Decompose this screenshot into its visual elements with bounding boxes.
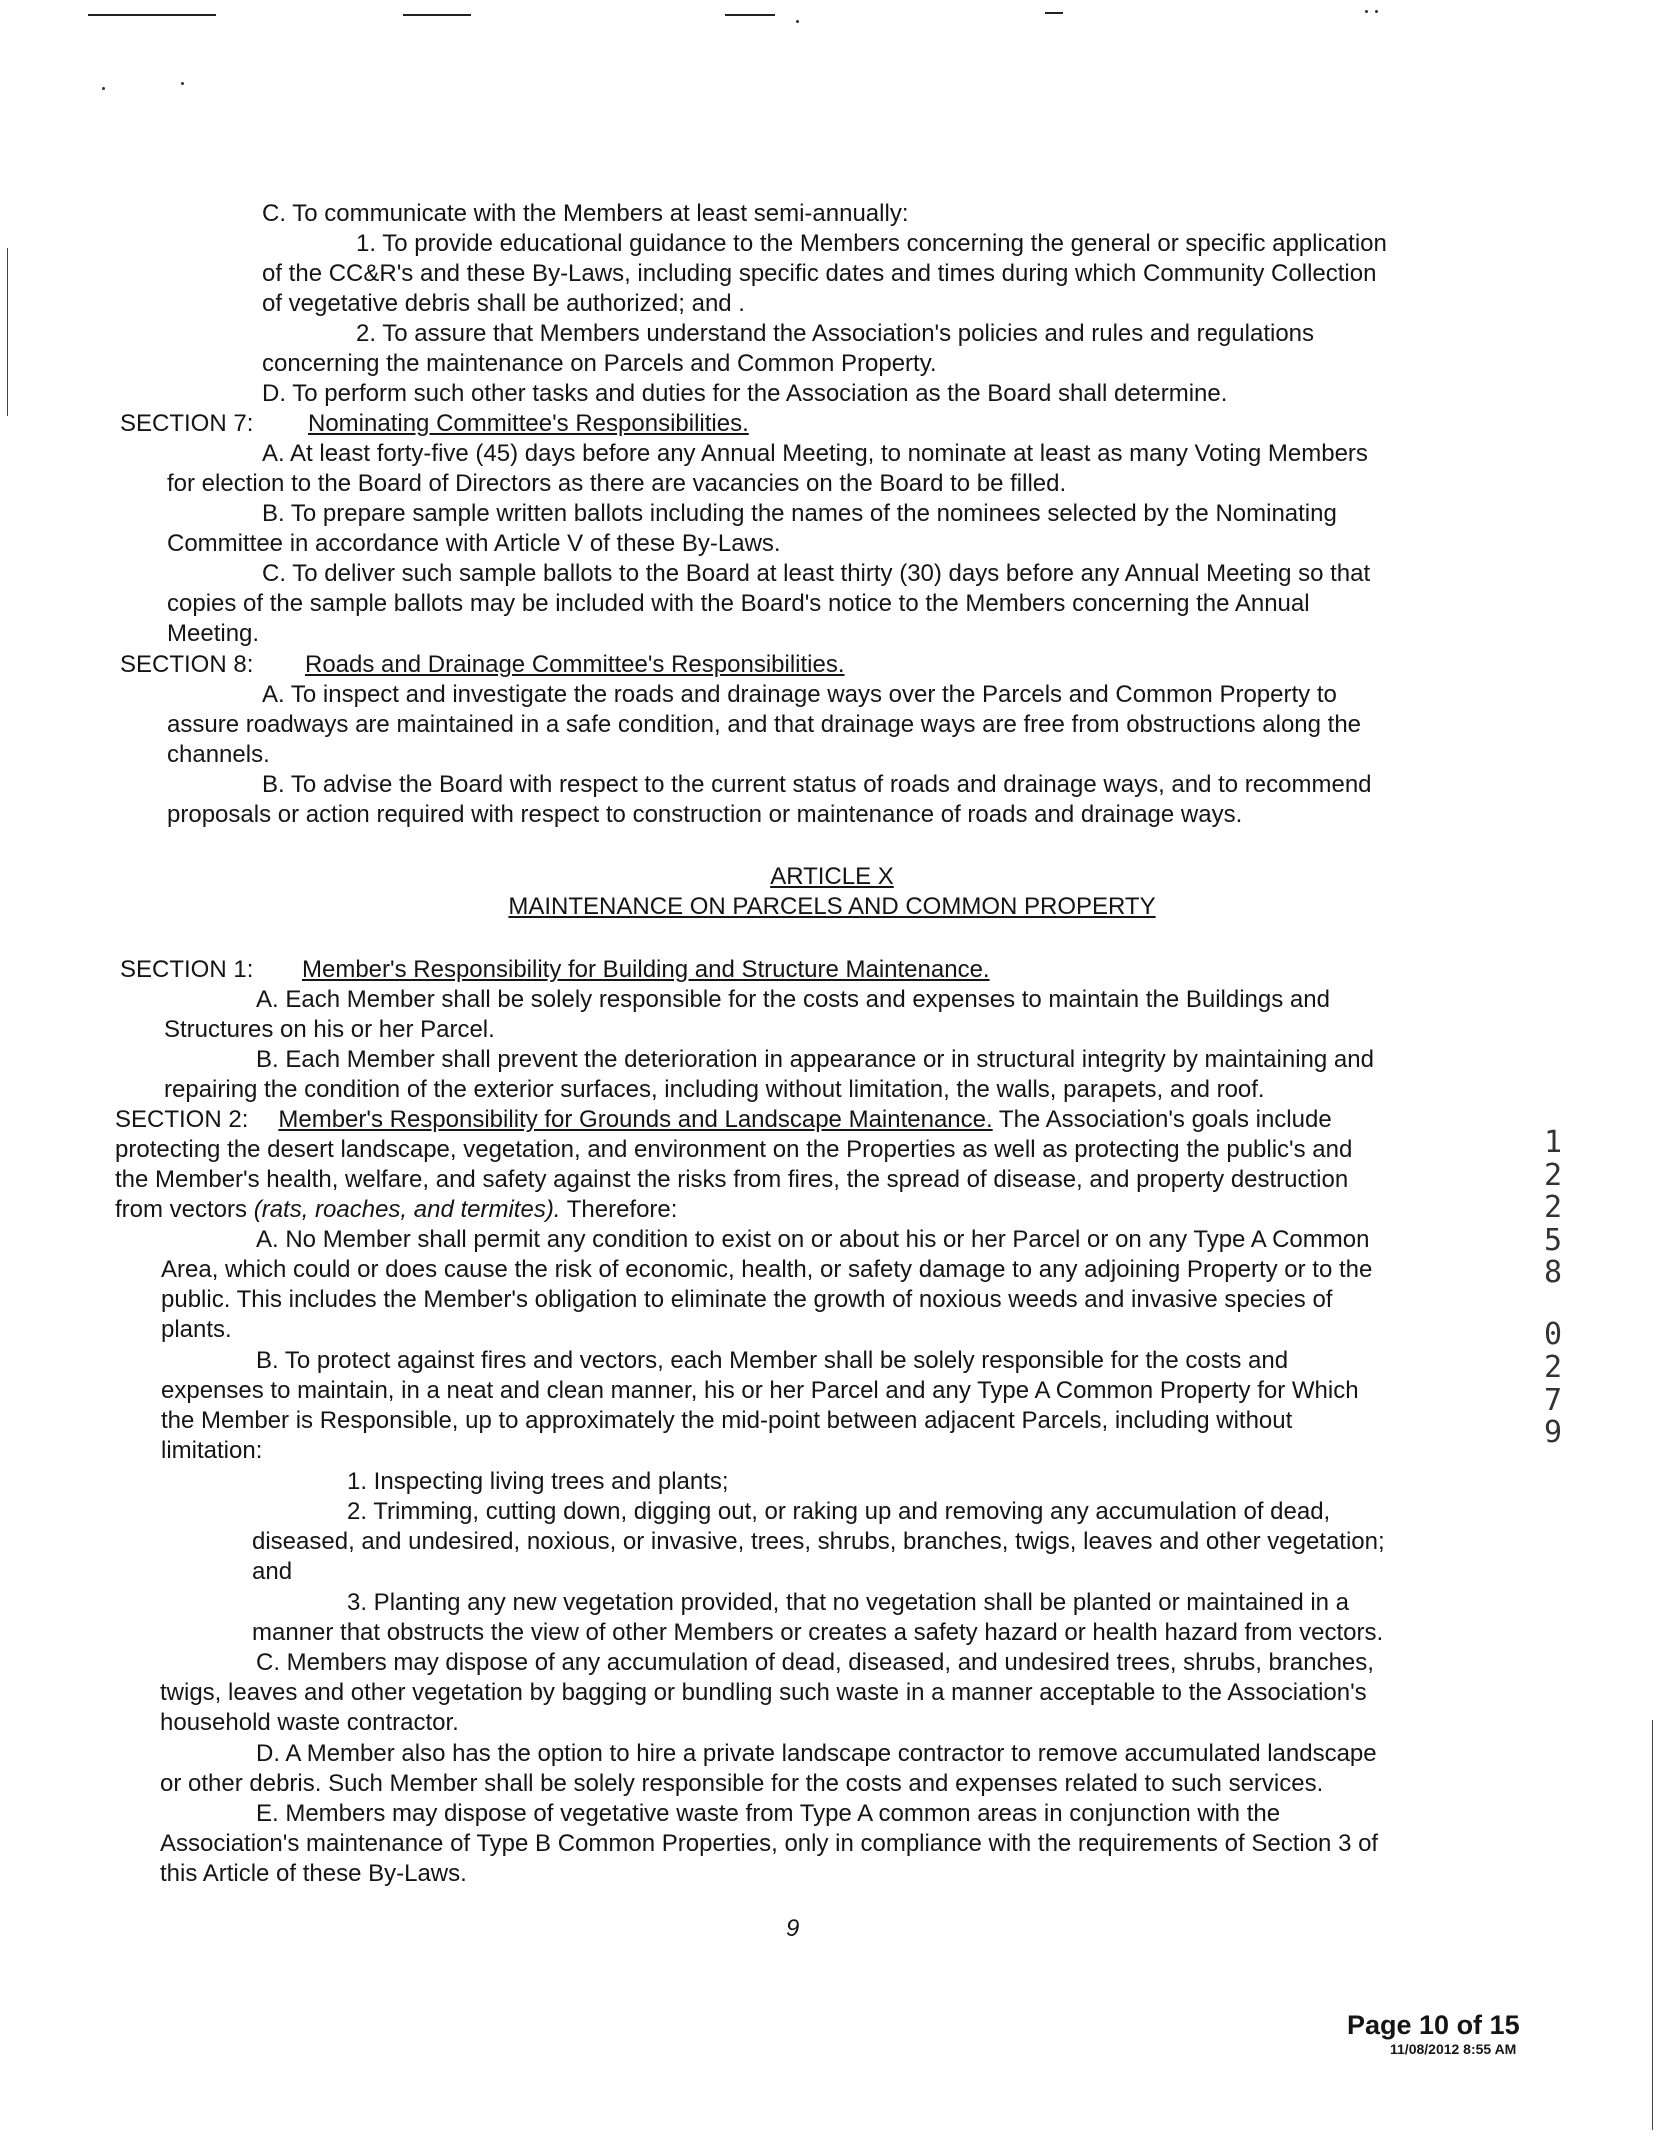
text-line: twigs, leaves and other vegetation by bagging or bundling such waste in a manner acceptable to the Association's bbox=[160, 1679, 1367, 1706]
section-label: SECTION 8: bbox=[120, 651, 254, 678]
page-number: 9 bbox=[786, 1915, 800, 1942]
recording-stamp-digit: 2 bbox=[1543, 1350, 1563, 1385]
text-line: D. To perform such other tasks and duties for the Association as the Board shall determine. bbox=[262, 380, 1228, 407]
recording-stamp-digit: 7 bbox=[1543, 1383, 1563, 1418]
text-line bbox=[115, 1105, 1332, 1135]
text-line: concerning the maintenance on Parcels and Common Property. bbox=[262, 350, 937, 377]
text-line: limitation: bbox=[161, 1437, 263, 1464]
text-line: 2. Trimming, cutting down, digging out, or raking up and removing any accumulation of dead, bbox=[347, 1498, 1331, 1525]
scan-speck bbox=[796, 20, 799, 23]
section-label: SECTION 2: bbox=[115, 1106, 249, 1133]
scan-mark-top bbox=[403, 14, 471, 16]
section-title: Member's Responsibility for Grounds and Landscape Maintenance. bbox=[278, 1106, 993, 1133]
text-fragment-italic: (rats, roaches, and termites). bbox=[253, 1196, 561, 1223]
text-line: manner that obstructs the view of other Members or creates a safety hazard or health hazard from vectors. bbox=[252, 1619, 1384, 1646]
recording-stamp-digit: 2 bbox=[1543, 1190, 1563, 1225]
section-label: SECTION 1: bbox=[120, 956, 254, 983]
article-title: ARTICLE X bbox=[770, 863, 894, 890]
text-fragment: from vectors bbox=[115, 1196, 254, 1223]
section-title: Nominating Committee's Responsibilities. bbox=[308, 410, 749, 437]
text-line: the Member's health, welfare, and safety against the risks from fires, the spread of disease, and property destruction bbox=[115, 1166, 1349, 1193]
text-line: B. To advise the Board with respect to the current status of roads and drainage ways, and to recommend bbox=[262, 771, 1372, 798]
scan-edge-line-right bbox=[1652, 1720, 1653, 2130]
scan-mark-top bbox=[88, 14, 216, 16]
text-line: 2. To assure that Members understand the Association's policies and rules and regulations bbox=[356, 320, 1315, 347]
footer-page-label: Page 10 of 15 bbox=[1347, 2010, 1520, 2040]
recording-stamp-digit: 9 bbox=[1543, 1415, 1563, 1450]
text-line: B. Each Member shall prevent the deterioration in appearance or in structural integrity by maintaining and bbox=[256, 1046, 1374, 1073]
text-line: public. This includes the Member's obligation to eliminate the growth of noxious weeds and invasive species of bbox=[161, 1286, 1333, 1313]
footer-timestamp: 11/08/2012 8:55 AM bbox=[1390, 2041, 1517, 2057]
text-line: for election to the Board of Directors as there are vacancies on the Board to be filled. bbox=[167, 470, 1067, 497]
text-line: and bbox=[252, 1558, 293, 1585]
text-line: household waste contractor. bbox=[160, 1709, 459, 1736]
scan-mark-top bbox=[1045, 12, 1063, 14]
text-fragment: Therefore: bbox=[560, 1196, 678, 1223]
text-line: Area, which could or does cause the risk of economic, health, or safety damage to any adjoining Property or to the bbox=[161, 1256, 1373, 1283]
text-line: the Member is Responsible, up to approximately the mid-point between adjacent Parcels, including without bbox=[161, 1407, 1293, 1434]
text-line: or other debris. Such Member shall be solely responsible for the costs and expenses related to such services. bbox=[160, 1770, 1324, 1797]
text-line: proposals or action required with respect to construction or maintenance of roads and drainage ways. bbox=[167, 801, 1243, 828]
recording-stamp-digit: 0 bbox=[1543, 1317, 1563, 1352]
scan-speck bbox=[1365, 10, 1368, 13]
scan-speck bbox=[181, 82, 184, 85]
text-line: 1. To provide educational guidance to the Members concerning the general or specific application bbox=[356, 230, 1387, 257]
text-line: A. To inspect and investigate the roads and drainage ways over the Parcels and Common Property to bbox=[262, 681, 1337, 708]
text-line: A. At least forty-five (45) days before any Annual Meeting, to nominate at least as many Voting Members bbox=[262, 440, 1368, 467]
section-title: Roads and Drainage Committee's Responsibilities. bbox=[305, 651, 845, 678]
recording-stamp-digit: 2 bbox=[1543, 1158, 1563, 1193]
text-line: A. Each Member shall be solely responsible for the costs and expenses to maintain the Buildings and bbox=[256, 986, 1330, 1013]
recording-stamp-digit: 8 bbox=[1543, 1255, 1563, 1290]
text-line: channels. bbox=[167, 741, 270, 768]
text-line: this Article of these By-Laws. bbox=[160, 1860, 467, 1887]
text-line: Association's maintenance of Type B Common Properties, only in compliance with the requirements of Section 3 of bbox=[160, 1830, 1379, 1857]
text-line: Structures on his or her Parcel. bbox=[164, 1016, 495, 1043]
text-line: assure roadways are maintained in a safe condition, and that drainage ways are free from obstructions along the bbox=[167, 711, 1362, 738]
text-line: of the CC&R's and these By-Laws, including specific dates and times during which Community Collection bbox=[262, 260, 1377, 287]
text-line: expenses to maintain, in a neat and clean manner, his or her Parcel and any Type A Common Property for Which bbox=[161, 1377, 1359, 1404]
text-line: D. A Member also has the option to hire a private landscape contractor to remove accumulated landscape bbox=[256, 1740, 1377, 1767]
article-subtitle: MAINTENANCE ON PARCELS AND COMMON PROPERTY bbox=[508, 893, 1156, 920]
scan-speck bbox=[1375, 10, 1378, 13]
scan-edge-line-left bbox=[7, 248, 8, 416]
text-line: of vegetative debris shall be authorized; and . bbox=[262, 290, 745, 317]
text-line: plants. bbox=[161, 1316, 232, 1343]
text-line: E. Members may dispose of vegetative waste from Type A common areas in conjunction with the bbox=[256, 1800, 1281, 1827]
recording-stamp-digit: 5 bbox=[1543, 1223, 1563, 1258]
text-line: repairing the condition of the exterior surfaces, including without limitation, the walls, parapets, and roof. bbox=[164, 1076, 1265, 1103]
text-line: Committee in accordance with Article V of these By-Laws. bbox=[167, 530, 781, 557]
text-fragment: The Association's goals include bbox=[992, 1106, 1332, 1133]
text-line: copies of the sample ballots may be included with the Board's notice to the Members concerning the Annual bbox=[167, 590, 1310, 617]
text-line: C. To communicate with the Members at least semi-annually: bbox=[262, 200, 909, 227]
text-line: B. To protect against fires and vectors, each Member shall be solely responsible for the costs and bbox=[256, 1347, 1289, 1374]
text-line: 3. Planting any new vegetation provided, that no vegetation shall be planted or maintained in a bbox=[347, 1589, 1350, 1616]
text-line: Meeting. bbox=[167, 620, 260, 647]
section-title: Member's Responsibility for Building and Structure Maintenance. bbox=[302, 956, 990, 983]
recording-stamp-digit: 1 bbox=[1543, 1125, 1563, 1160]
text-line: A. No Member shall permit any condition to exist on or about his or her Parcel or on any Type A Common bbox=[256, 1226, 1370, 1253]
text-line: C. To deliver such sample ballots to the Board at least thirty (30) days before any Annual Meeting so that bbox=[262, 560, 1371, 587]
text-line bbox=[115, 1195, 677, 1225]
scan-speck bbox=[102, 87, 105, 90]
text-line: C. Members may dispose of any accumulation of dead, diseased, and undesired trees, shrubs, branches, bbox=[256, 1649, 1374, 1676]
section-label: SECTION 7: bbox=[120, 410, 254, 437]
text-line: protecting the desert landscape, vegetation, and environment on the Properties as well as protecting the public's and bbox=[115, 1136, 1353, 1163]
scan-mark-top bbox=[725, 14, 775, 16]
text-line: B. To prepare sample written ballots including the names of the nominees selected by the Nominating bbox=[262, 500, 1337, 527]
text-line: diseased, and undesired, noxious, or invasive, trees, shrubs, branches, twigs, leaves and other vegetation; bbox=[252, 1528, 1385, 1555]
text-line: 1. Inspecting living trees and plants; bbox=[347, 1468, 729, 1495]
